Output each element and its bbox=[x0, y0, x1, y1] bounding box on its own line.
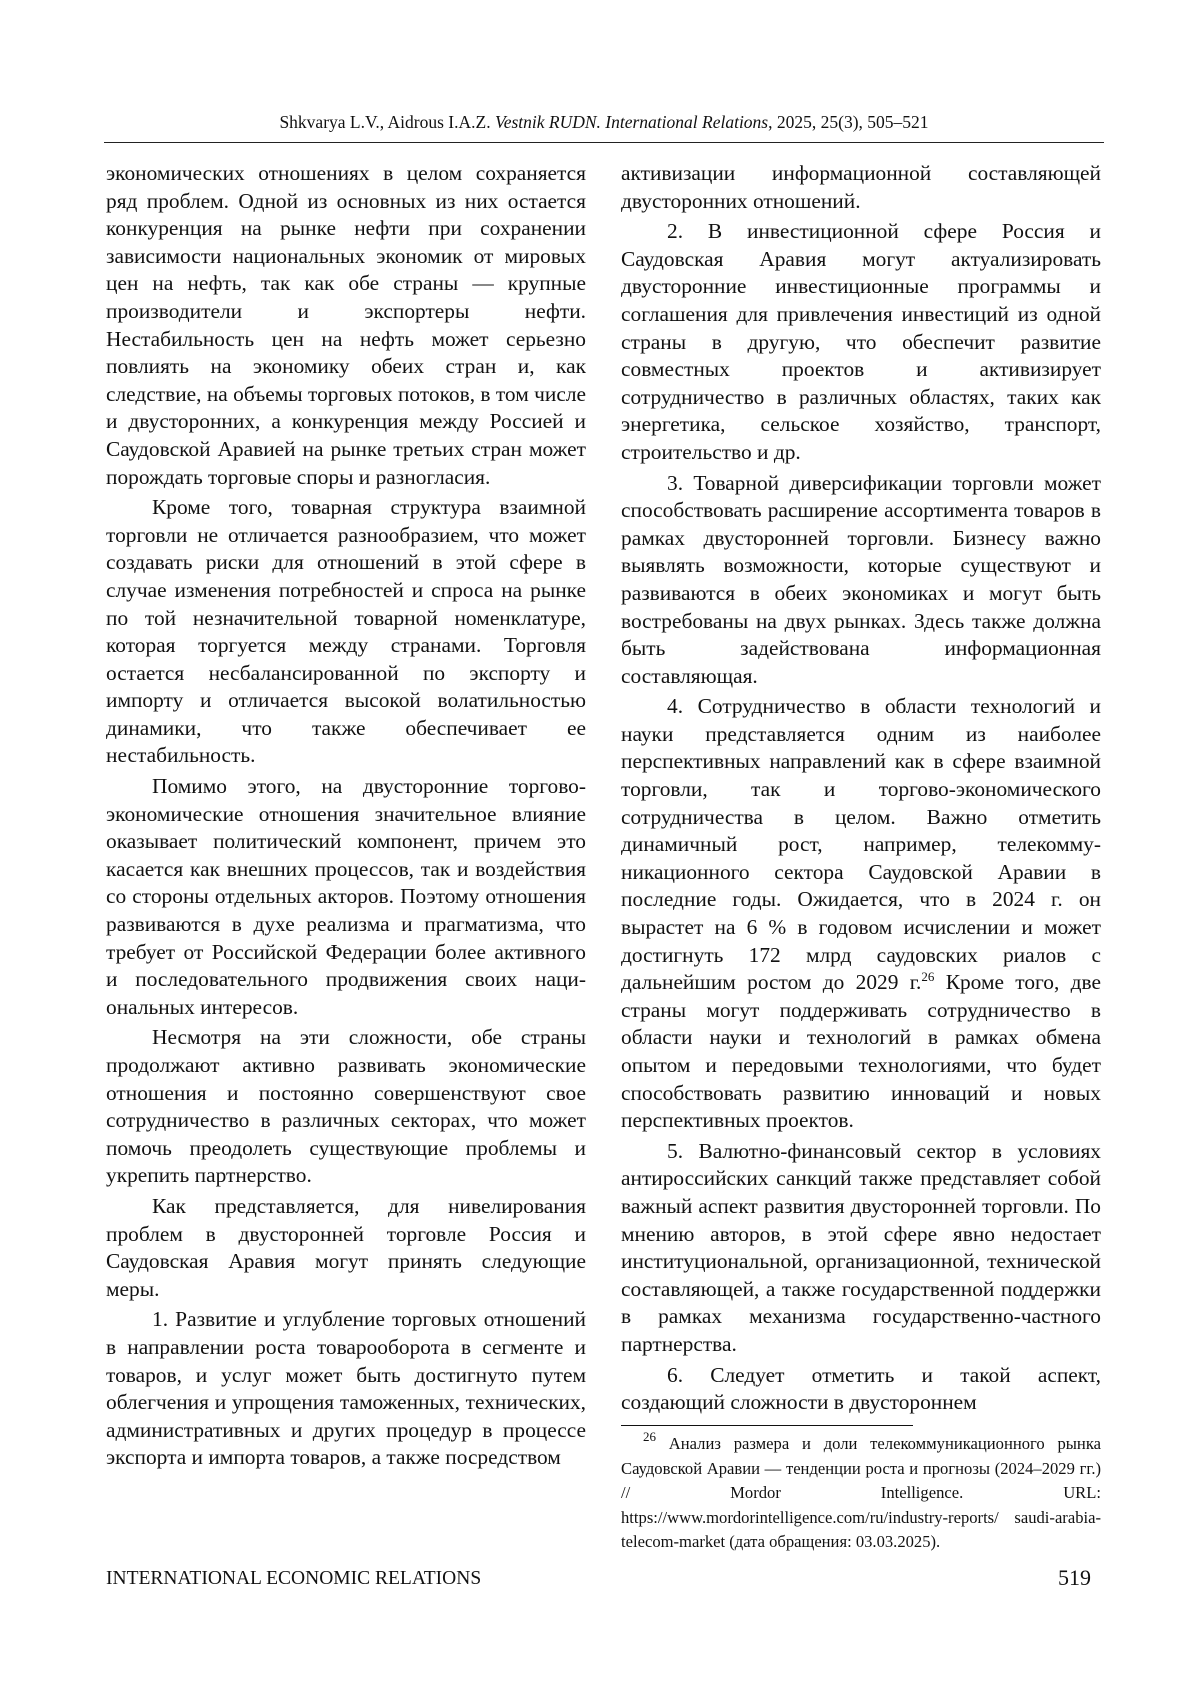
section-title: INTERNATIONAL ECONOMIC RELATIONS bbox=[106, 1568, 482, 1589]
paragraph: 3. Товарной диверсификации торговли может способствовать расширение ассортимента товаров в рамках двусторонней торговли. Бизнесу важно выявлять возможности, которые существуют и развиваются в обеих экономиках и могут быть востребованы на двух рынках. Здесь также должна быть задействована информационная составляющая. bbox=[621, 470, 1101, 688]
paragraph: 6. Следует отметить и такой аспект, создающий сложности в двустороннем bbox=[621, 1362, 1101, 1415]
running-header bbox=[104, 112, 1104, 143]
header-journal: Vestnik RUDN. International Relations bbox=[494, 112, 769, 132]
paragraph-text: Кроме того, две страны могут поддерживать сотрудничество в области науки и технологий в рамках обмена опытом и передовыми технологиями, что будет способствовать развитию инноваций и новых перспективных проектов. bbox=[621, 970, 1101, 1133]
footnote bbox=[621, 1429, 1101, 1555]
paragraph-text: 4. Сотрудничество в области технологий и науки представляется одним из наиболее перспективных направлений как в сфере взаимной торговли, так и торгово-экономического сотрудничества в целом. Важно отметить динамичный рост, например, телекоммуникационного сектора Саудовской Аравии в последние годы. Ожидается, что в 2024 г. он вырастет на 6 % в годовом исчислении и может достигнуть 172 млрд саудовских риалов с дальнейшим ростом до 2029 г. bbox=[621, 694, 1101, 995]
paragraph: 2. В инвестиционной сфере Россия и Саудовская Аравия могут актуализировать двусторонние инвестиционные программы и соглашения для привлечения инвестиций из одной страны в другую, что обеспечит развитие совместных проектов и активизирует сотрудничество в различных областях, таких как энергетика, сельское хозяйство, транспорт, строительство и др. bbox=[621, 219, 1101, 464]
paragraph: 5. Валютно-финансовый сектор в условиях антироссийских санкций также представляет собой важный аспект развития двусторонней торговли. По мнению авторов, в этой сфере явно недостает институциональной, организационной, технической составляющей, а также государственной поддержки в рамках механизма государственно-частного партнерства. bbox=[621, 1138, 1101, 1356]
paragraph: Несмотря на эти сложности, обе страны продолжают активно развивать экономические отношения и постоянно совершенствуют свое сотрудничество в различных секторах, что может помочь преодолеть существующие проблемы и укрепить партнерство. bbox=[106, 1025, 586, 1188]
page-number: 519 bbox=[1058, 1565, 1091, 1590]
paragraph: Как представляется, для нивелирования проблем в двусторонней торговле Россия и Саудовская Аравия могут принять следующие меры. bbox=[106, 1193, 586, 1301]
paragraph: активизации информационной составляющей двусторонних отношений. bbox=[621, 161, 1101, 213]
left-column bbox=[106, 160, 586, 1475]
paragraph: экономических отношениях в целом сохраняется ряд проблем. Одной из основных из них остается конкуренция на рынке нефти при сохранении зависимости национальных экономик от мировых цен на нефть, так как обе страны — крупные производители и экспортеры нефти. Нестабильность цен на нефть может серьезно повлиять на экономику обеих стран и, как следствие, на объемы торговых потоков, в том числе и двусторонних, а конкуренция между Россией и Саудовской Аравией на рынке третьих стран может порождать торговые споры и разногласия. bbox=[106, 161, 586, 489]
footnote-body bbox=[621, 1429, 1101, 1555]
paragraph bbox=[621, 693, 1101, 1135]
paragraph: Кроме того, товарная структура взаимной торговли не отличается разнообразием, что может создавать риски для отношений в этой сфере в случае изменения потребностей и спроса на рынке по той незначительной товарной номенклатуре, которая торгуется между странами. Торговля остается несбалансированной по экспорту и импорту и отличается высокой волатильностью динамики, что также обеспечивает ее нестабильность. bbox=[106, 495, 586, 768]
footnote-number: 26 bbox=[643, 1429, 656, 1444]
header-citation: , 2025, 25(3), 505–521 bbox=[768, 112, 929, 132]
footnote-reference[interactable]: 26 bbox=[921, 969, 935, 985]
footnote-text: Анализ размера и доли телекоммуникационного рынка Саудовской Аравии — тенденции роста и прогнозы (2024–2029 гг.) // Mordor Intelligence. URL: https://www.mordorintelligence.com/ru/industry-reports/ saudi-arabia-telecom-market (дата обращения: 03.03.2025). bbox=[621, 1434, 1101, 1552]
right-column bbox=[621, 160, 1101, 1420]
footnote-divider bbox=[621, 1425, 913, 1426]
header-authors: Shkvarya L.V., Aidrous I.A.Z. bbox=[279, 112, 491, 132]
paragraph: 1. Развитие и углубление торговых отношений в направлении роста товарооборота в сегменте и товаров, и услуг может быть достигнуто путем облегчения и упрощения таможенных, технических, административных и других процедур в процессе экспорта и импорта товаров, а также посредством bbox=[106, 1307, 586, 1470]
paragraph: Помимо этого, на двусторонние торгово-экономические отношения значительное влияние оказывает политический компонент, причем это касается как внешних процессов, так и воздействия со стороны отдельных акторов. Поэтому отношения развиваются в духе реализма и прагматизма, что требует от Российской Федерации более активного и последовательного продвижения своих национальных интересов. bbox=[106, 774, 586, 1019]
